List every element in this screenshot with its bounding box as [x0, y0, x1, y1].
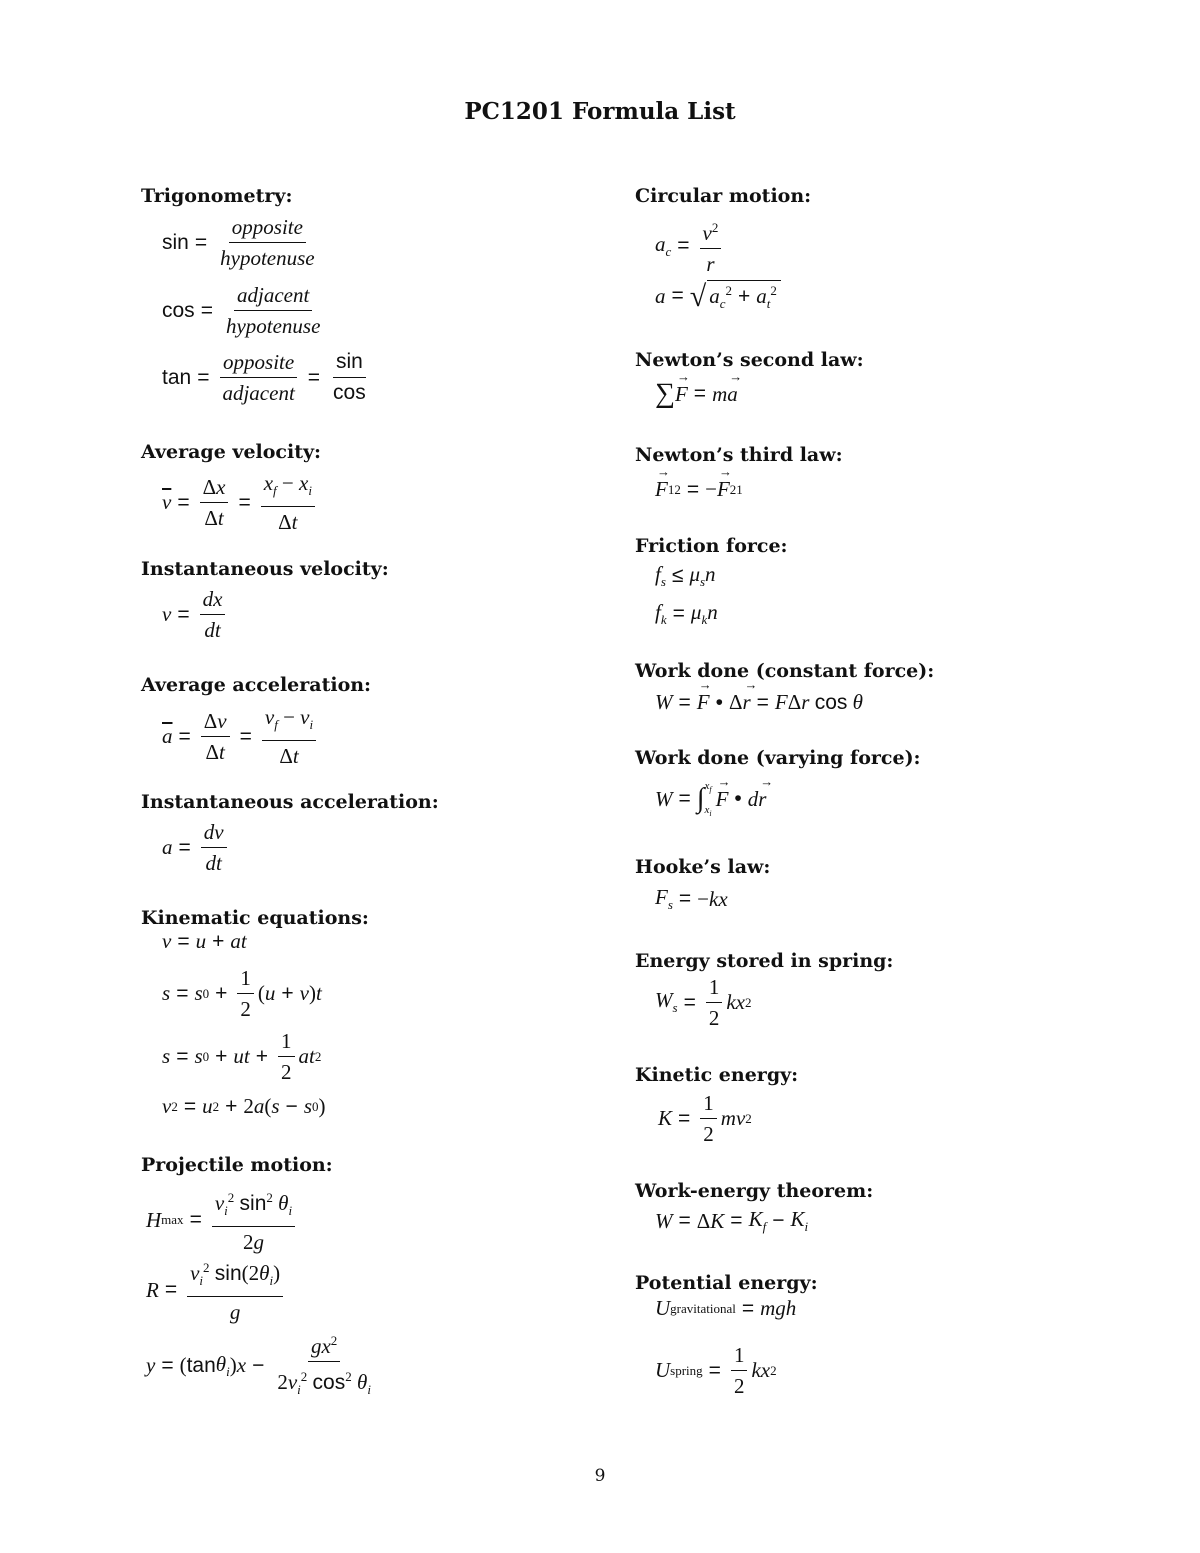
kinematic-eq-2: s = s 0 + $\frac{1}{2}$ ( u + v ) t: [162, 963, 322, 1024]
work-varying-force-heading: Work done (varying force):: [635, 747, 921, 769]
instantaneous-velocity-formula: v = $\frac{dx}{dt}$: [162, 584, 229, 645]
spring-energy-heading: Energy stored in spring:: [635, 950, 894, 972]
static-friction-formula: $f_s$ ≤ $\mu_sn$: [655, 562, 716, 590]
work-energy-theorem-heading: Work-energy theorem:: [635, 1180, 874, 1202]
projectile-motion-heading: Projectile motion:: [141, 1154, 333, 1176]
kinematic-eq-3: s = s 0 + ut + $\frac{1}{2}$ at 2: [162, 1026, 321, 1087]
spring-potential-formula: U spring = $\frac{1}{2}$ kx 2: [655, 1340, 777, 1401]
work-constant-force-heading: Work done (constant force):: [635, 660, 935, 682]
average-velocity-heading: Average velocity:: [141, 441, 322, 463]
average-acceleration-formula: $\overline{a}$ = $\frac{\Delta v}{\Delta t}$ = $\frac{v_f - v_i}{\Delta t}$: [162, 702, 320, 771]
average-velocity-formula: $\overline{v}$ = $\frac{\Delta x}{\Delta t}$ = $\frac{x_f - x_i}{\Delta t}$: [162, 468, 319, 537]
newtons-third-law-formula: → F 12 = − → F 21: [655, 477, 743, 502]
friction-force-heading: Friction force:: [635, 535, 788, 557]
instantaneous-acceleration-formula: a = $\frac{dv}{dt}$: [162, 817, 231, 878]
kinematic-eq-4: v 2 = u 2 + 2 a ( s − s 0 ): [162, 1094, 326, 1118]
newtons-second-law-formula: ∑ → F = m → a: [655, 378, 738, 410]
kinematic-equations-heading: Kinematic equations:: [141, 907, 369, 929]
kinetic-energy-heading: Kinetic energy:: [635, 1064, 799, 1086]
instantaneous-acceleration-heading: Instantaneous acceleration:: [141, 791, 439, 813]
average-acceleration-heading: Average acceleration:: [141, 674, 372, 696]
tan-formula: tan = $\frac{\text{opposite}}{\text{adjacent}}$ = $\frac{\sin}{\cos}$: [162, 347, 373, 408]
range-formula: R = $\frac{v_i^2 \sin(2\theta_i)}{g}$: [146, 1253, 287, 1327]
newtons-second-law-heading: Newton’s second law:: [635, 349, 864, 371]
hookes-law-formula: $F_s$ = − kx: [655, 885, 728, 913]
work-constant-force-formula: W = → F • Δ → r = F Δ r cos θ: [655, 690, 863, 715]
total-acceleration-formula: a = √ $a_c^2 + a_t^2$: [655, 280, 781, 312]
spring-energy-formula: $W_s$ = $\frac{1}{2}$ kx 2: [655, 972, 751, 1033]
centripetal-acceleration-formula: $a_c$ = $\frac{v^2}{r}$: [655, 213, 725, 279]
instantaneous-velocity-heading: Instantaneous velocity:: [141, 558, 389, 580]
hookes-law-heading: Hooke’s law:: [635, 856, 771, 878]
potential-energy-heading: Potential energy:: [635, 1272, 818, 1294]
sin-formula: sin = $\frac{\text{opposite}}{\text{hypotenuse}}$: [162, 212, 322, 273]
trigonometry-heading: Trigonometry:: [141, 185, 293, 207]
gravitational-potential-formula: U gravitational = mgh: [655, 1296, 797, 1320]
work-energy-theorem-formula: W = Δ K = $K_f$ − $K_i$: [655, 1207, 809, 1235]
page-number: 9: [594, 1466, 606, 1486]
max-height-formula: H max = $\frac{v_i^2 \sin^2 \theta_i}{2g}$: [146, 1183, 299, 1257]
work-varying-force-formula: W = ∫ $x_f$ $x_i$ → F • d → r: [655, 780, 766, 818]
page-title: PC1201 Formula List: [464, 98, 736, 125]
kinetic-energy-formula: K = $\frac{1}{2}$ mv 2: [658, 1088, 752, 1149]
cos-formula: cos = $\frac{\text{adjacent}}{\text{hypotenuse}}$: [162, 280, 327, 341]
kinetic-friction-formula: $f_k$ = $\mu_kn$: [655, 600, 718, 628]
trajectory-formula: y = ( tan $\theta_i$ ) x − $\frac{gx^2}{2v_i^2 \cos^2 \theta_i}$: [146, 1326, 378, 1405]
kinematic-eq-1: v = u + at: [162, 929, 247, 953]
circular-motion-heading: Circular motion:: [635, 185, 812, 207]
newtons-third-law-heading: Newton’s third law:: [635, 444, 843, 466]
